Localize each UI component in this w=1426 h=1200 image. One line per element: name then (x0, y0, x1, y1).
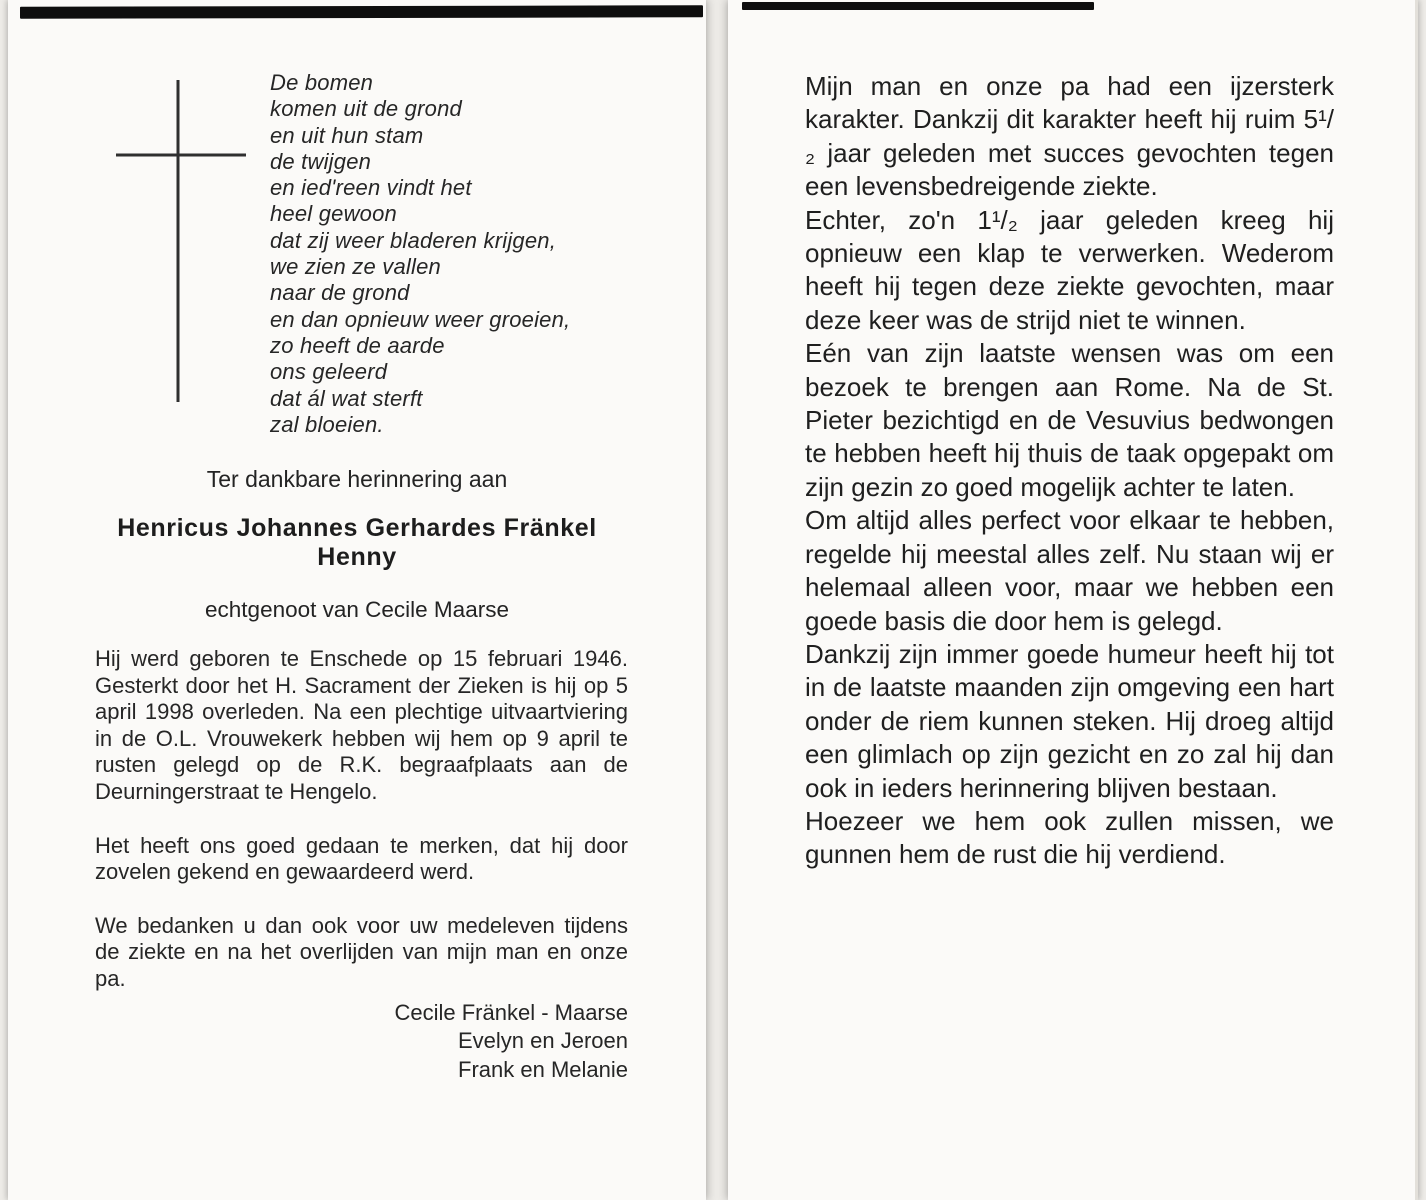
memorial-text-paragraph: Dankzij zijn immer goede humeur heeft hij tot in de laatste maanden zijn omgeving een hart onder de riem kunnen steken. Hij droeg altijd een glimlach op zijn gezicht en zo zal hij dan ook in ieders herinnering blijven bestaan. (805, 638, 1334, 803)
obituary-body (95, 646, 628, 1084)
spouse-line: echtgenoot van Cecile Maarse (205, 597, 509, 622)
signature-line: Cecile Fränkel - Maarse (394, 999, 628, 1025)
scan-edge-artifact (742, 2, 1094, 10)
memorial-card-left-page (8, 0, 706, 1200)
poem-line: De bomen (270, 70, 374, 95)
poem-line: heel gewoon (270, 201, 397, 227)
poem-line: dat zij weer bladeren krijgen, (270, 227, 557, 253)
signatures (95, 999, 628, 1085)
memorial-text-paragraph: Echter, zo'n 1¹/₂ jaar geleden kreeg hij opnieuw een klap te verwerken. Wederom heeft hij tegen deze ziekte gevochten, maar deze keer was de strijd niet te winnen. (805, 204, 1334, 335)
dedication-text: Ter dankbare herinnering aan (206, 466, 508, 492)
thanks-paragraph: We bedanken u dan ook voor uw medeleven tijdens de ziekte en na het overlijden van mijn man en onze pa. (95, 912, 628, 991)
poem-line: en dan opnieuw weer groeien, (270, 306, 571, 332)
acknowledgement-paragraph: Het heeft ons goed gedaan te merken, dat hij door zovelen gekend en gewaardeerd werd. (95, 832, 628, 885)
cross-icon (114, 76, 254, 408)
poem-line: we zien ze vallen (270, 254, 441, 280)
memorial-text-paragraph: Hoezeer we hem ook zullen missen, we gunnen hem de rust die hij verdiend. (805, 805, 1334, 870)
memorial-card-right-page (728, 0, 1418, 1200)
poem-line: ons geleerd (270, 359, 388, 385)
deceased-name-block (8, 514, 706, 572)
obituary-paragraph: Hij werd geboren te Enschede op 15 februari 1946. Gesterkt door het H. Sacrament der Zieken is hij op 5 april 1998 overleden. Na een plechtige uitvaartviering in de O.L. Vrouwekerk hebben wij hem op 9 april te rusten gelegd op de R.K. begraafplaats aan de Deurningerstraat te Hengelo. (95, 646, 628, 804)
poem-line: en uit hun stam (270, 122, 424, 148)
poem-line: de twijgen (270, 148, 372, 174)
deceased-name: Henricus Johannes Gerhardes Fränkel (117, 514, 597, 542)
poem-line: zo heeft de aarde (270, 332, 445, 358)
memorial-text-paragraph: Om altijd alles perfect voor elkaar te hebben, regelde hij meestal alles zelf. Nu staan wij er helemaal alleen voor, maar we hebben een goede basis die door hem is gelegd. (805, 505, 1334, 636)
poem-line: komen uit de grond (270, 96, 462, 122)
signature-line: Evelyn en Jeroen (458, 1028, 628, 1054)
poem (270, 70, 570, 438)
poem-line: en ied'reen vindt het (270, 175, 472, 201)
memorial-text (805, 70, 1334, 872)
poem-line: naar de grond (270, 280, 410, 306)
memorial-text-paragraph: Eén van zijn laatste wensen was om een bezoek te brengen aan Rome. Na de St. Pieter bezichtigd en de Vesuvius bedwongen te hebben heeft hij thuis de taak opgepakt om zijn gezin zo goed mogelijk achter te laten. (805, 338, 1334, 502)
poem-line: zal bloeien. (270, 411, 384, 437)
deceased-nickname: Henny (317, 543, 397, 571)
poem-line: dat ál wat sterft (270, 385, 423, 411)
scan-edge-artifact (20, 5, 703, 18)
signature-line: Frank en Melanie (458, 1056, 628, 1082)
memorial-text-paragraph: Mijn man en onze pa had een ijzersterk karakter. Dankzij dit karakter heeft hij ruim 5¹/₂ jaar geleden met succes gevochten tegen een levensbedreigende ziekte. (805, 71, 1334, 202)
